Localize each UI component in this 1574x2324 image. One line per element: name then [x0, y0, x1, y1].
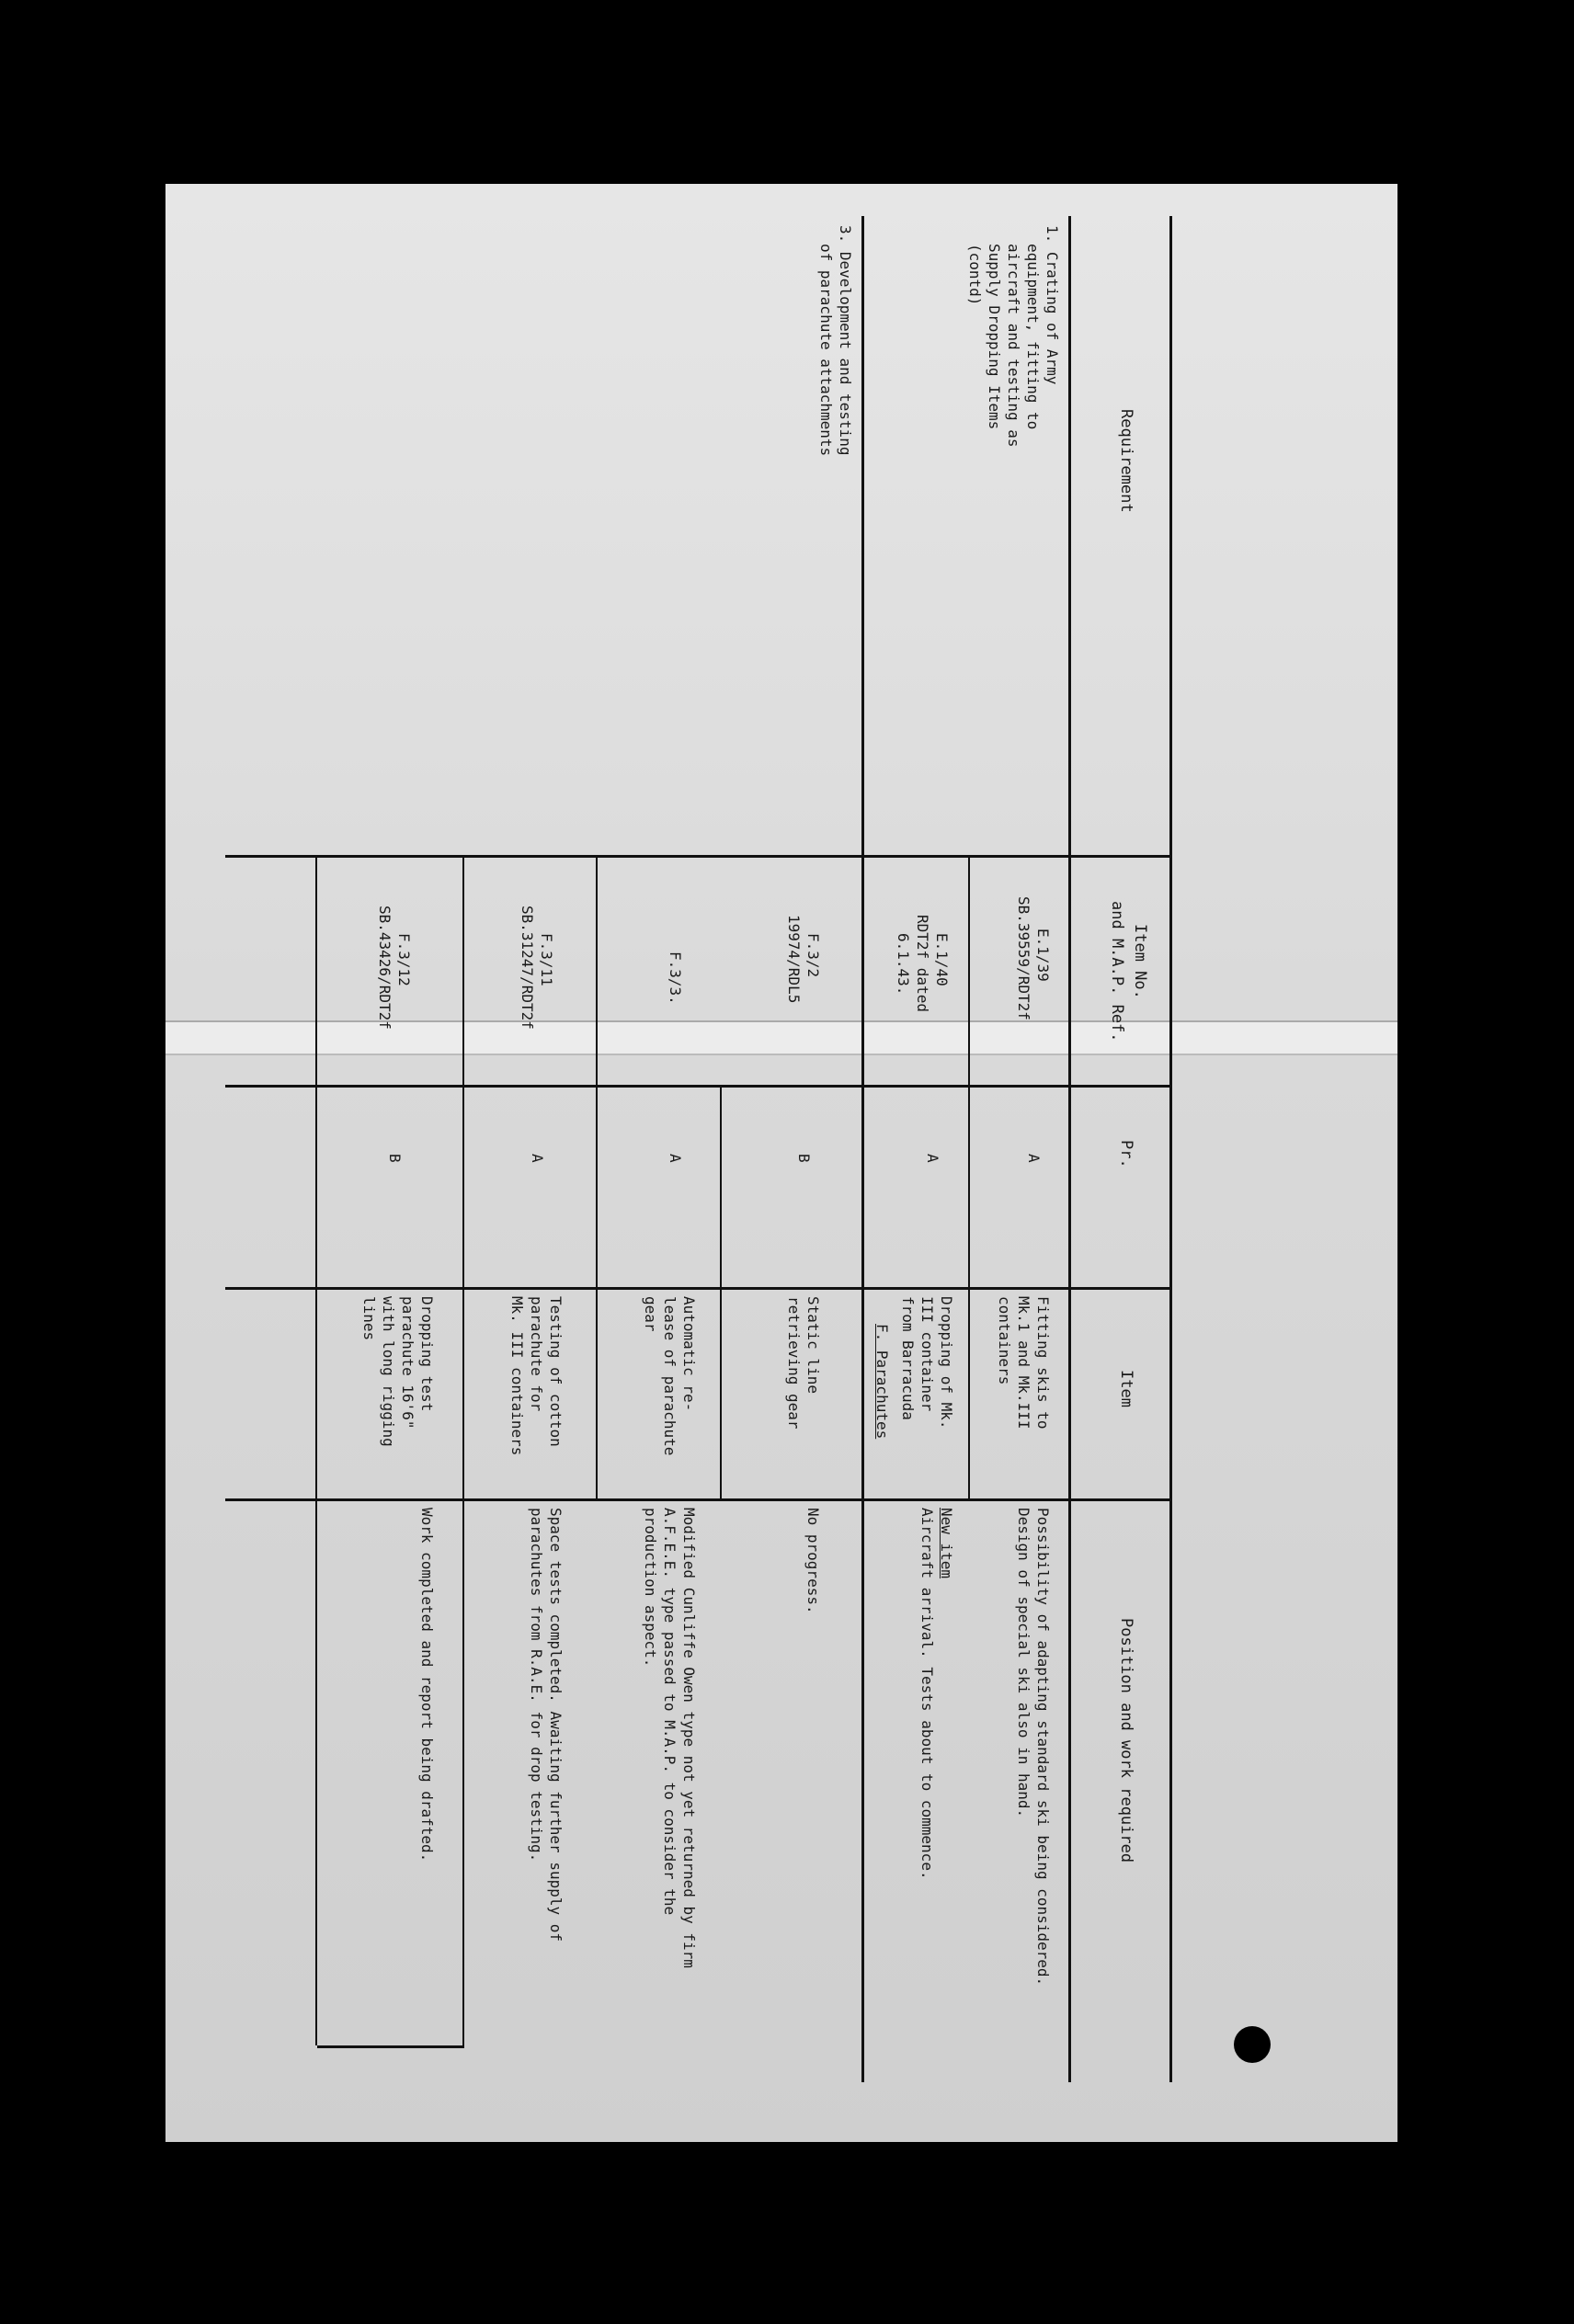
right-rule — [317, 2045, 464, 2048]
column-rule-2 — [225, 1085, 1172, 1088]
row5-item3: Mk. III containers — [508, 1296, 526, 1456]
section-rule — [861, 216, 864, 2082]
row2-ref3: 6.1.43. — [895, 933, 912, 996]
row2-ref2: RDT2f dated — [914, 915, 931, 1012]
table-top-rule — [1169, 216, 1172, 2082]
row4-pos3: production aspect. — [642, 1508, 659, 1668]
row-rule-3 — [596, 855, 598, 1498]
header-pr: Pr. — [1117, 1140, 1135, 1168]
row6-item2: parachute 16'6" — [399, 1296, 416, 1430]
req1-line2: equipment, fitting to — [1024, 244, 1042, 430]
row-rule-5 — [315, 855, 317, 2045]
row2-item3: from Barracuda — [899, 1296, 917, 1420]
row3-item2: retrieving gear — [785, 1296, 803, 1430]
header-requirement: Requirement — [1117, 409, 1135, 513]
row4-item2: lease of parachute — [661, 1296, 679, 1456]
header-item: Item — [1117, 1370, 1135, 1407]
row4-pos2: A.F.E.E. type passed to M.A.P. to consider the — [661, 1508, 679, 1916]
column-rule-4 — [225, 1498, 1172, 1501]
column-rule-3 — [225, 1287, 1172, 1290]
row6-ref2: SB.43426/RDT2f — [376, 906, 394, 1030]
row6-item4: lines — [360, 1296, 378, 1341]
req1-line5: (contd) — [966, 244, 984, 306]
section-heading: F. Parachutes — [873, 1324, 891, 1440]
row1-item2: Mk.1 and Mk.III — [1015, 1296, 1032, 1430]
row4-pr: A — [667, 1154, 684, 1163]
req1-line4: Supply Dropping Items — [986, 244, 1003, 430]
row1-ref1: E.1/39 — [1034, 928, 1052, 982]
header-position: Position and work required — [1117, 1618, 1135, 1863]
row6-ref1: F.3/12 — [395, 933, 413, 986]
row1-item3: containers — [996, 1296, 1013, 1385]
row6-pos1: Work completed and report being drafted. — [418, 1508, 436, 1863]
row3-ref2: 19974/RDL5 — [785, 915, 803, 1004]
row1-ref2: SB.39559/RDT2f — [1015, 896, 1032, 1020]
header-bottom-rule — [1068, 216, 1071, 2082]
req3-line1: 3. Development and testing — [837, 225, 854, 456]
row6-pr: B — [386, 1154, 404, 1163]
row5-ref1: F.3/11 — [538, 933, 555, 986]
row3-item1: Static line — [804, 1296, 822, 1394]
row3-pr: B — [795, 1154, 813, 1163]
row5-ref2: SB.31247/RDT2f — [519, 906, 536, 1030]
row5-pos2: parachutes from R.A.E. for drop testing. — [528, 1508, 545, 1863]
row4-item3: gear — [642, 1296, 659, 1332]
req1-line1: 1. Crating of Army — [1044, 225, 1061, 385]
row-rule-4 — [462, 855, 464, 2045]
row3-pos1: No progress. — [804, 1508, 822, 1614]
header-item-no: Item No. — [1131, 924, 1149, 999]
req1-line3: aircraft and testing as — [1005, 244, 1022, 448]
row2-pos2: Aircraft arrival. Tests about to commence. — [918, 1508, 936, 1880]
row4-ref1: F.3/3. — [667, 951, 684, 1005]
column-rule-1 — [225, 855, 1172, 858]
row2-pos1: New item — [938, 1508, 955, 1579]
row5-pr: A — [529, 1154, 546, 1163]
row5-item2: parachute for — [528, 1296, 545, 1412]
ink-blot — [1234, 2026, 1271, 2063]
row1-pos1: Possibility of adapting standard ski being considered. — [1034, 1508, 1052, 1987]
row2-item1: Dropping of Mk. — [938, 1296, 955, 1430]
row-rule-1 — [968, 855, 970, 1498]
row6-item3: with long rigging — [380, 1296, 397, 1447]
row3-ref1: F.3/2 — [804, 933, 822, 978]
row5-pos1: Space tests completed. Awaiting further supply of — [547, 1508, 565, 1942]
row5-item1: Testing of cotton — [547, 1296, 565, 1447]
row2-pr: A — [924, 1154, 941, 1163]
row4-item1: Automatic re- — [680, 1296, 698, 1412]
row2-ref1: E.1/40 — [933, 933, 951, 986]
row6-item1: Dropping test — [418, 1296, 436, 1412]
header-map-ref: and M.A.P. Ref. — [1108, 901, 1126, 1042]
row1-item1: Fitting skis to — [1034, 1296, 1052, 1430]
req3-line2: of parachute attachments — [817, 244, 835, 457]
row2-item2: III container — [918, 1296, 936, 1412]
row1-pr: A — [1025, 1154, 1043, 1163]
row4-pos1: Modified Cunliffe Owen type not yet returned by firm — [680, 1508, 698, 1968]
row1-pos2: Design of special ski also in hand. — [1015, 1508, 1032, 1818]
rotated-table — [225, 216, 1200, 2082]
row-rule-2 — [720, 1085, 722, 1498]
